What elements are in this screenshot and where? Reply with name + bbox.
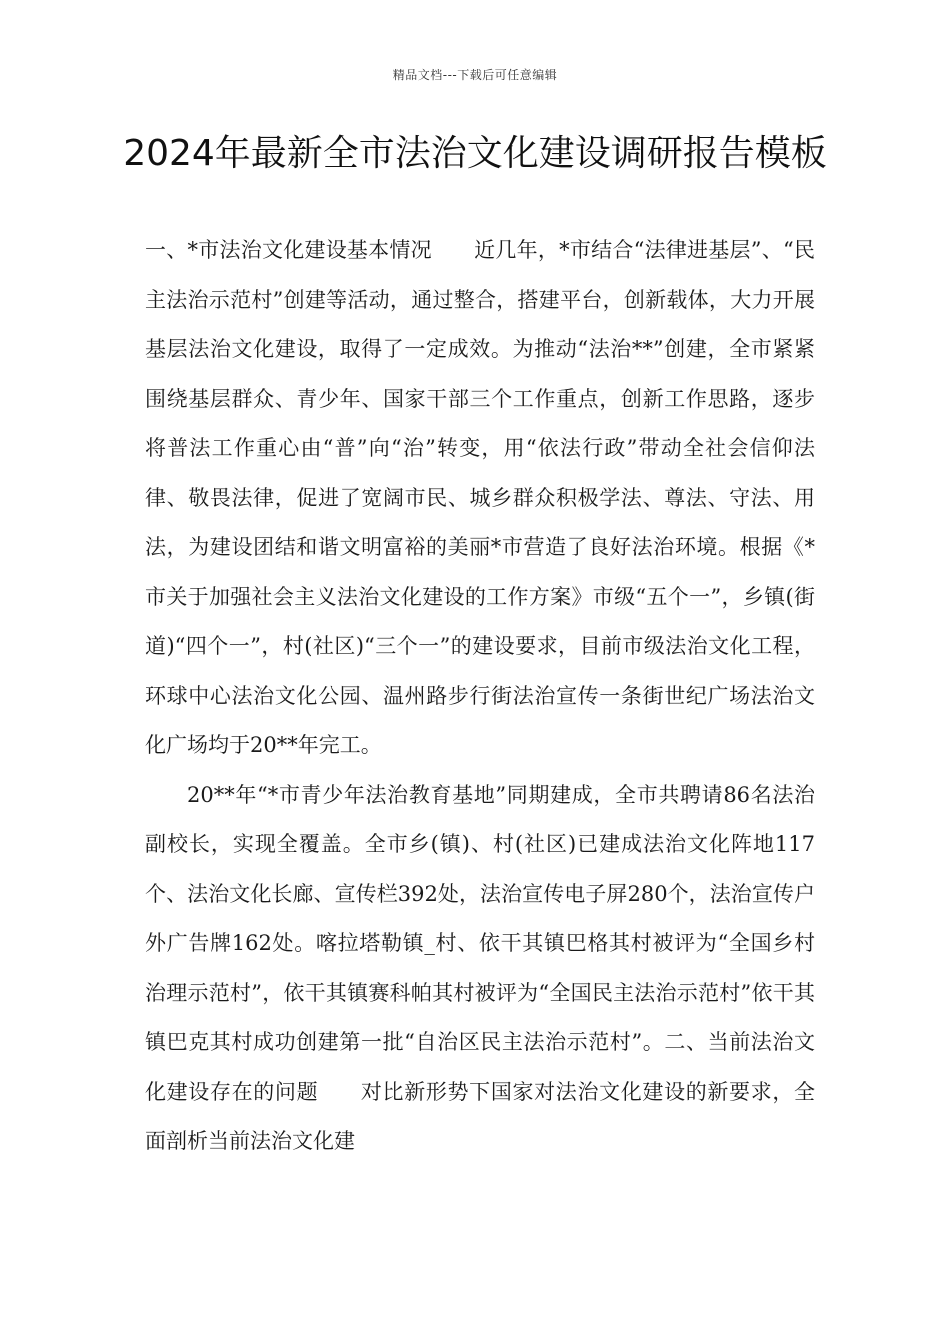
header-note: 精品文档---下载后可任意编辑	[392, 68, 558, 82]
section-2-heading: 二、当前法治文化建设存在的问题	[145, 1030, 815, 1104]
paragraph-2-text: 20**年“*市青少年法治教育基地”同期建成，全市共聘请86名法治副校长，实现全覆盖。全市乡(镇)、村(社区)已建成法治文化阵地117个、法治文化长廊、宣传栏392处，法治宣传电子屏280个，法治宣传户外广告牌162处。喀拉塔勒镇_村、依干其镇巴格其村被评为“全国乡村治理示范村”，依干其镇赛科帕其村被评为“全国民主法治示范村”依干其镇巴克其村成功创建第一批“自治区民主法治示范村”。	[145, 782, 815, 1054]
paragraph-2	[145, 771, 815, 1167]
document-body	[145, 226, 815, 1167]
paragraph-1	[145, 226, 815, 771]
paragraph-3-text: 对比新形势下国家对法治文化建设的新要求，全面剖析当前法治文化建	[145, 1079, 816, 1153]
section-1-heading: 一、*市法治文化建设基本情况	[145, 238, 432, 262]
paragraph-1-text: 近几年，*市结合“法律进基层”、“民主法治示范村”创建等活动，通过整合，搭建平台，创新载体，大力开展基层法治文化建设，取得了一定成效。为推动“法治**”创建，全市紧紧围绕基层群众、青少年、国家干部三个工作重点，创新工作思路，逐步将普法工作重心由“普”向“治”转变，用“依法行政”带动全社会信仰法律、敬畏法律，促进了宽阔市民、城乡群众积极学法、尊法、守法、用法，为建设团结和谐文明富裕的美丽*市营造了良好法治环境。根据《*市关于加强社会主义法治文化建设的工作方案》市级“五个一”，乡镇(街道)“四个一”，村(社区)“三个一”的建设要求，目前市级法治文化工程，环球中心法治文化公园、温州路步行街法治宣传一条街世纪广场法治文化广场均于20**年完工。	[145, 238, 815, 757]
document-title: 2024年最新全市法治文化建设调研报告模板	[123, 133, 827, 174]
